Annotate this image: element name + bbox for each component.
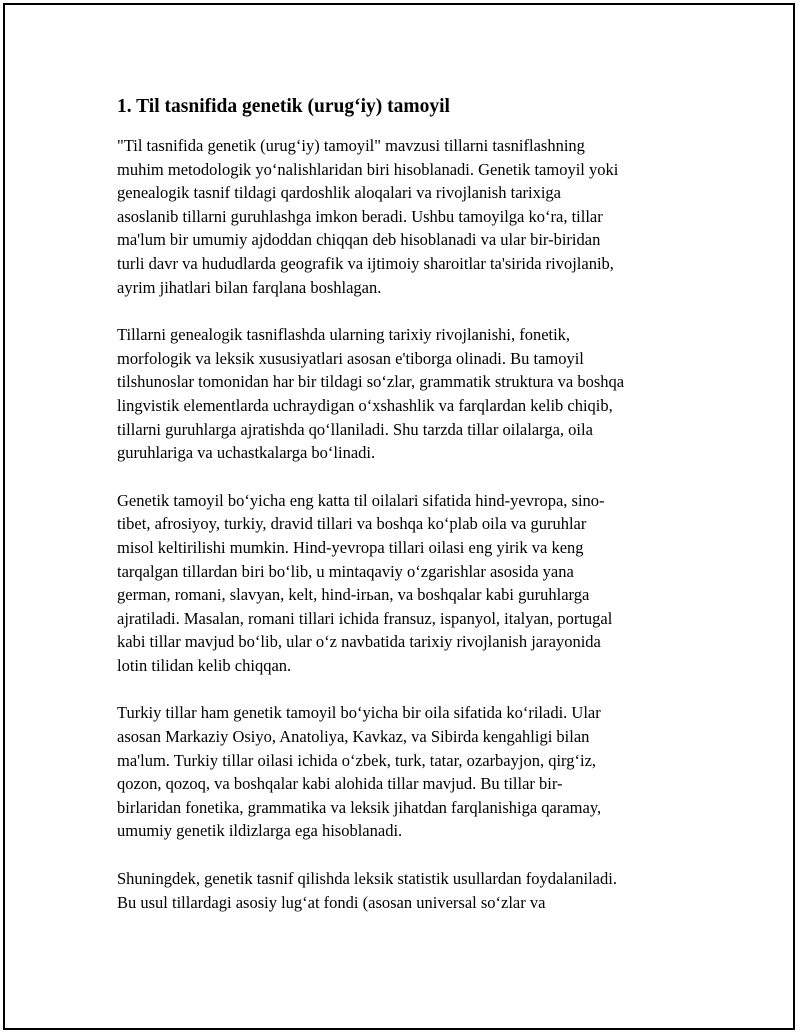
text-line: Tillarni genealogik tasniflashda ularning tarixiy rivojlanishi, fonetik, [117, 325, 571, 345]
paragraph-lexical-statistics [117, 867, 697, 914]
document-body [117, 94, 697, 938]
text-line: ma'lum bir umumiy ajdoddan chiqqan deb hisoblanadi va ular bir-biridan [117, 230, 601, 250]
text-line: Shuningdek, genetik tasnif qilishda leksik statistik usullardan foydalaniladi. [117, 869, 617, 889]
paragraph-intro [117, 134, 697, 299]
text-line: german, romani, slavyan, kelt, hind-irьan, va boshqalar kabi guruhlarga [117, 585, 590, 605]
paragraph-genealogical [117, 323, 697, 465]
text-line: ma'lum. Turkiy tillar oilasi ichida o‘zbek, turk, tatar, ozarbayjon, qirg‘iz, [117, 750, 597, 770]
text-line: qozon, qozoq, va boshqalar kabi alohida tillar mavjud. Bu tillar bir- [117, 774, 563, 794]
section-heading: 1. Til tasnifida genetik (urug‘iy) tamoyil [117, 96, 450, 117]
paragraph-turkic-languages [117, 701, 697, 843]
text-line: turli davr va hududlarda geografik va ijtimoiy sharoitlar ta'sirida rivojlanib, [117, 253, 614, 273]
text-line: ajratiladi. Masalan, romani tillari ichida fransuz, ispanyol, italyan, portugal [117, 608, 613, 628]
text-line: guruhlariga va uchastkalarga bo‘linadi. [117, 443, 376, 463]
text-line: lingvistik elementlarda uchraydigan o‘xshashlik va farqlardan kelib chiqib, [117, 395, 613, 415]
text-line: morfologik va leksik xususiyatlari asosan e'tiborga olinadi. Bu tamoyil [117, 348, 584, 368]
text-line: umumiy genetik ildizlarga ega hisoblanadi. [117, 821, 403, 841]
text-line: asoslanib tillarni guruhlashga imkon beradi. Ushbu tamoyilga ko‘ra, tillar [117, 206, 603, 226]
text-line: tarqalgan tillardan biri bo‘lib, u mintaqaviy o‘zgarishlar asosida yana [117, 561, 574, 581]
text-line: tilshunoslar tomonidan har bir tildagi so‘zlar, grammatik struktura va boshqa [117, 372, 625, 392]
text-line: asosan Markaziy Osiyo, Anatoliya, Kavkaz, va Sibirda kengahligi bilan [117, 727, 590, 747]
text-line: Genetik tamoyil bo‘yicha eng katta til oilalari sifatida hind-yevropa, sino- [117, 490, 605, 510]
text-line: "Til tasnifida genetik (urug‘iy) tamoyil" mavzusi tillarni tasniflashning [117, 136, 585, 155]
text-line: lotin tilidan kelib chiqqan. [117, 655, 292, 675]
text-line: kabi tillar mavjud bo‘lib, ular o‘z navbatida tarixiy rivojlanish jarayonida [117, 632, 601, 652]
text-line: tillarni guruhlarga ajratishda qo‘llaniladi. Shu tarzda tillar oilalarga, oila [117, 419, 593, 439]
text-line: Turkiy tillar ham genetik tamoyil bo‘yicha bir oila sifatida ko‘riladi. Ular [117, 703, 601, 723]
text-line: tibet, afrosiyoy, turkiy, dravid tillari va boshqa ko‘plab oila va guruhlar [117, 514, 587, 534]
text-line: genealogik tasnif tildagi qardoshlik aloqalari va rivojlanish tarixiga [117, 183, 562, 203]
text-line: birlaridan fonetika, grammatika va leksik jihatdan farqlanishiga qaramay, [117, 797, 602, 817]
text-line: Bu usul tillardagi asosiy lug‘at fondi (asosan universal so‘zlar va [117, 892, 546, 912]
text-line: ayrim jihatlari bilan farqlana boshlagan. [117, 277, 382, 297]
text-line: muhim metodologik yo‘nalishlaridan biri hisoblanadi. Genetik tamoyil yoki [117, 159, 619, 179]
text-line: misol keltirilishi mumkin. Hind-yevropa tillari oilasi eng yirik va keng [117, 537, 584, 557]
paragraph-language-families [117, 489, 697, 678]
